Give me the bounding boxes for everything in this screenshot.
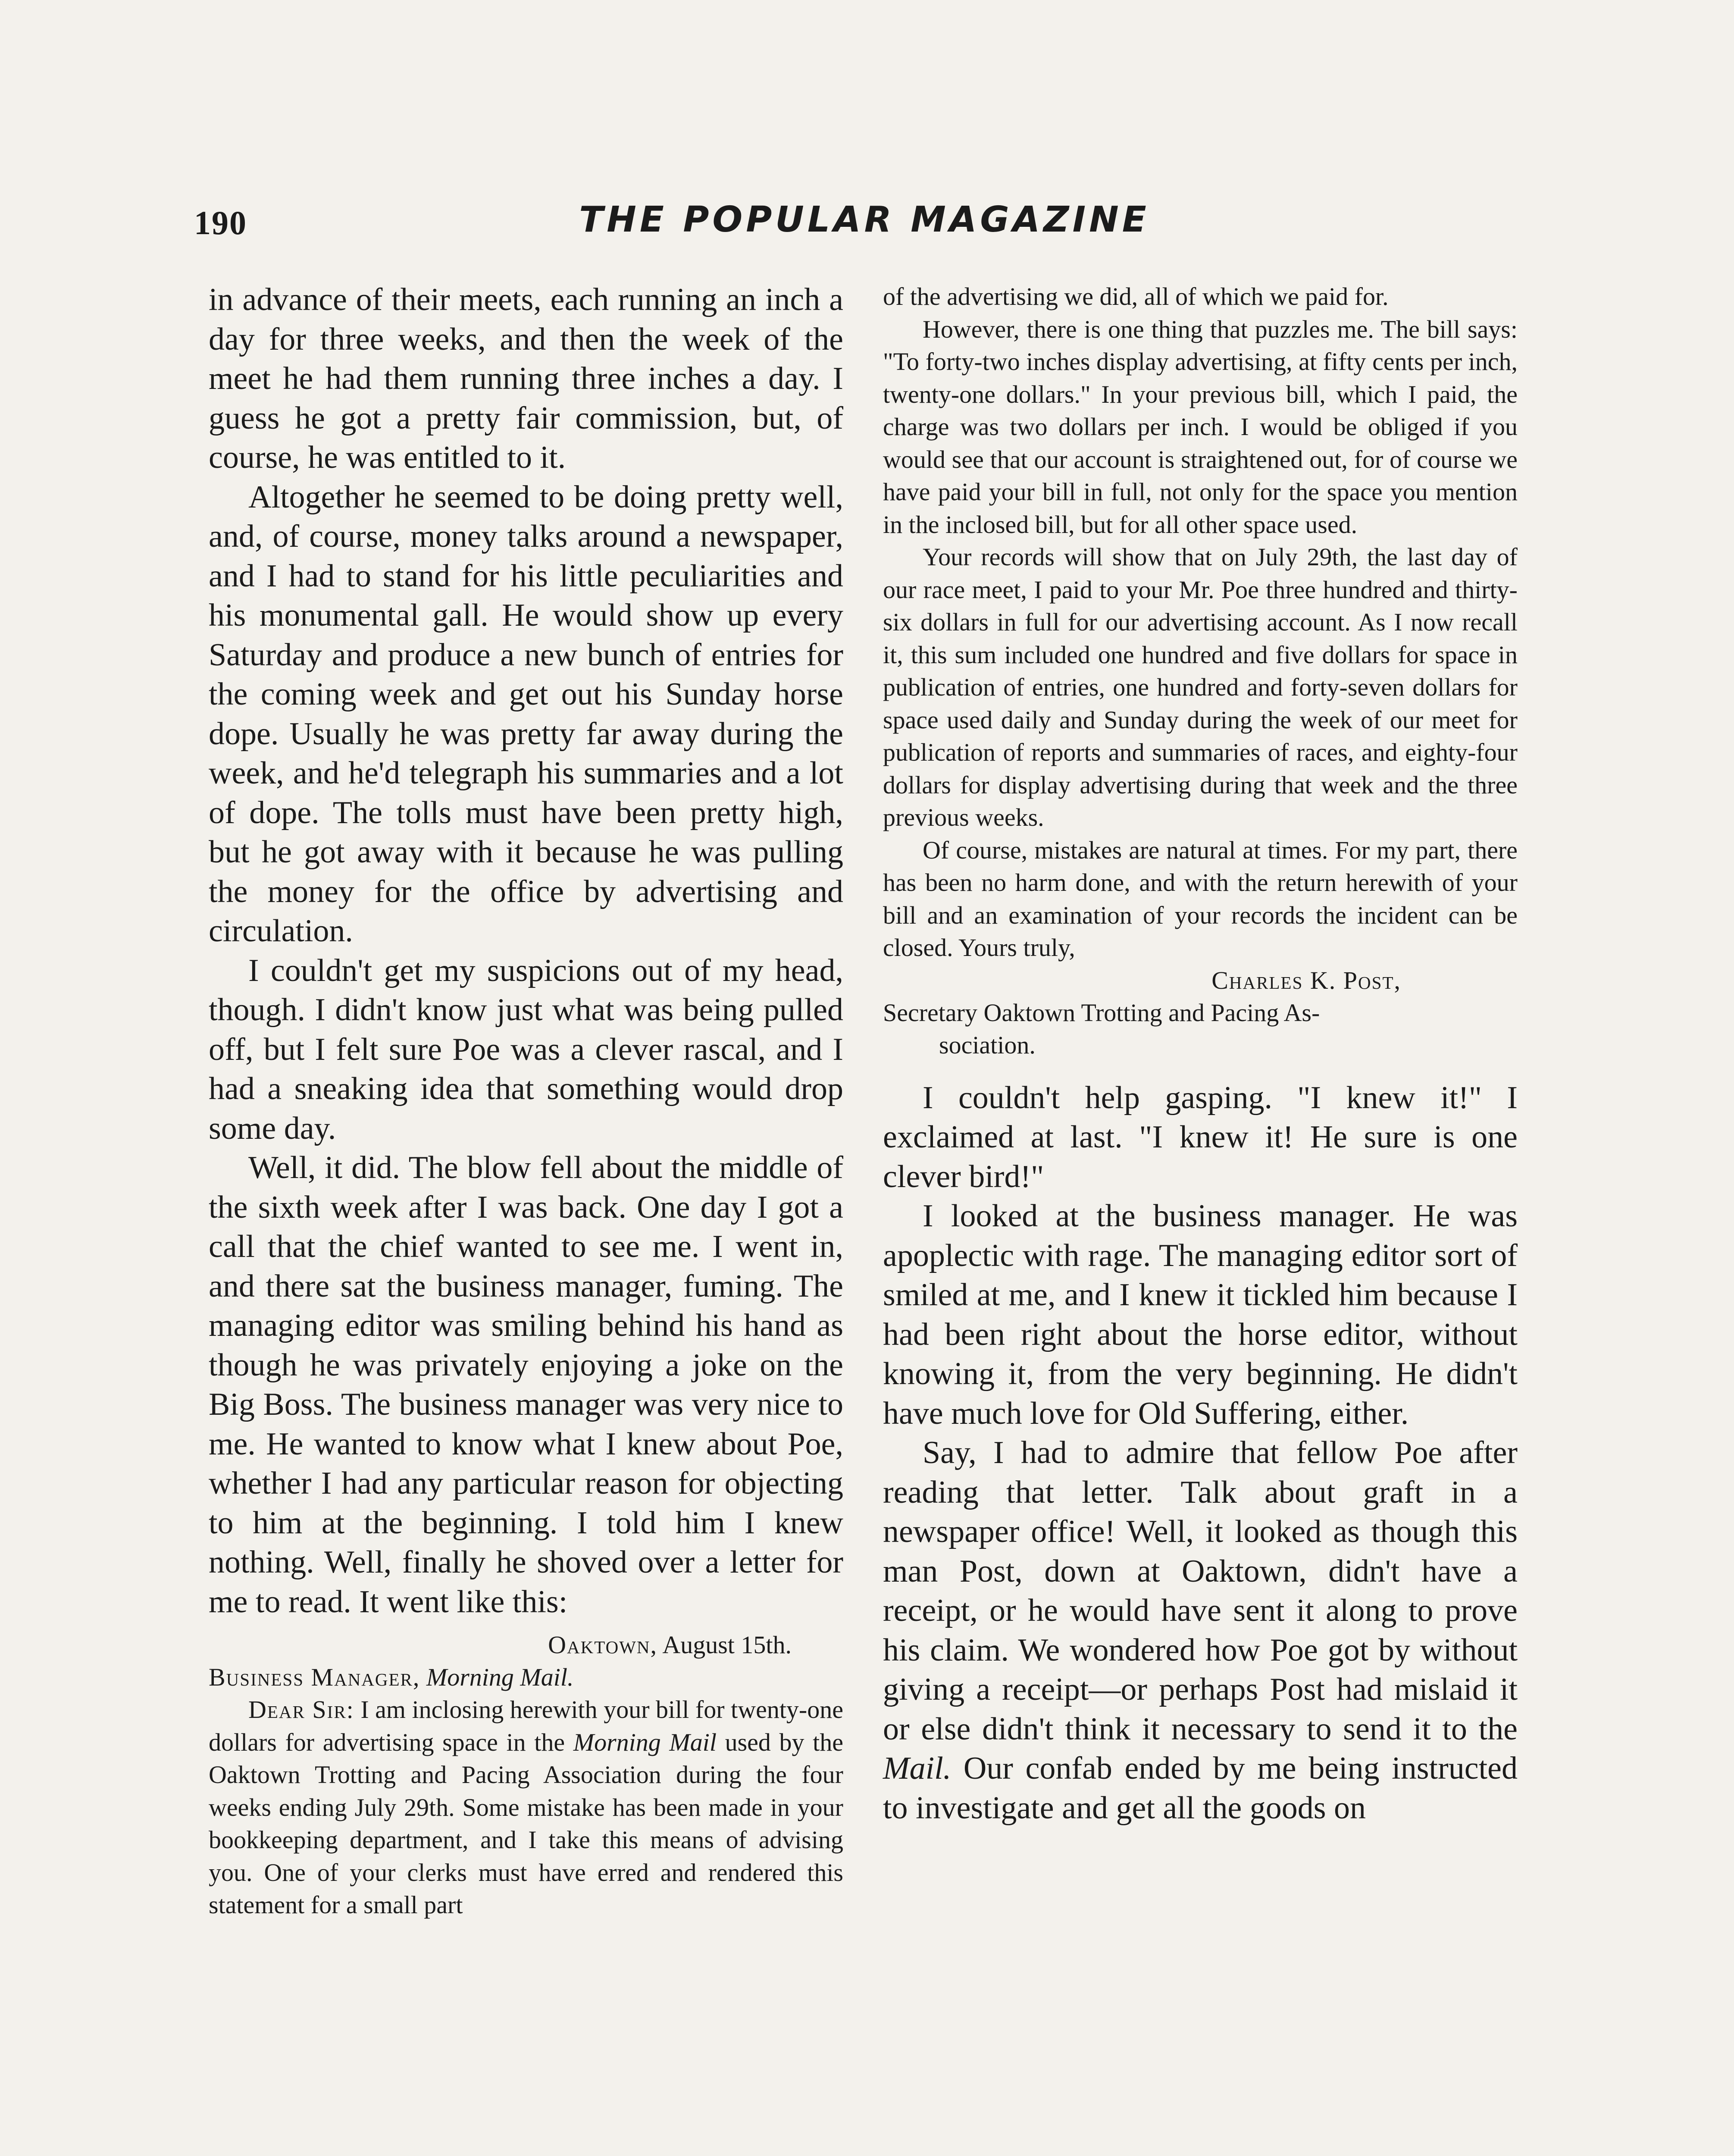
letter-dateline: Oaktown, August 15th. <box>548 1631 792 1659</box>
page-number: 190 <box>194 204 247 241</box>
paragraph: I looked at the business manager. He was apoplectic with rage. The managing editor sort of smiled at me, and I knew it tickled him because I had been right about the horse editor, without knowing it, from the very beginning. He didn't have much love for Old Suffering, either. <box>883 1198 1518 1431</box>
letter-continued <box>883 280 1518 1061</box>
letter-paragraph: However, there is one thing that puzzles me. The bill says: "To forty-two inches display advertising, at fifty cents per inch, twenty-one dollars." In your previous bill, which I paid, the charge was two dollars per inch. I would be obliged if you would see that our account is straightened out, for of course we have paid your bill in full, not only for the space you mention in the inclosed bill, but for all other space used. <box>883 315 1518 539</box>
paragraph: Well, it did. The blow fell about the middle of the sixth week after I was back. One day I got a call that the chief wanted to see me. I went in, and there sat the business manager, fuming. The managing editor was smiling behind his hand as though he was privately enjoying a joke on the Big Boss. The business manager was very nice to me. He wanted to know what I knew about Poe, whether I had any particular reason for objecting to him at the beginning. I told him I knew nothing. Well, finally he shoved over a letter for me to read. It went like this: <box>209 1150 843 1620</box>
page-header <box>190 195 1539 273</box>
right-column <box>883 280 1518 1828</box>
signature-title: Secretary Oaktown Trotting and Pacing As- <box>883 998 1320 1027</box>
paragraph: I couldn't get my suspicions out of my head, though. I didn't know just what was being pulled off, but I felt sure Poe was a clever rascal, and I had a sneaking idea that something would drop some day. <box>209 953 843 1146</box>
running-title: THE POPULAR MAGAZINE <box>579 199 1150 240</box>
letter-paragraph: Of course, mistakes are natural at times. For my part, there has been no harm done, and with the return herewith of your bill and an examination of your records the incident can be closed. Yours truly, <box>883 836 1518 962</box>
signature-title-cont: sociation. <box>939 1031 1036 1059</box>
letter-paragraph: Dear Sir: I am inclosing herewith your bill for twenty-one dollars for advertising space in the Morning Mail used by the Oaktown Trotting and Pacing Association during the four weeks ending July 29th. Some mistake has been made in your bookkeeping department, and I take this means of advising you. One of your clerks must have erred and rendered this statement for a small part <box>209 1695 844 1919</box>
letter-paragraph: of the advertising we did, all of which we paid for. <box>883 282 1389 310</box>
letter <box>209 1629 843 1921</box>
paragraph: in advance of their meets, each running an inch a day for three weeks, and then the week of the meet he had them running three inches a day. I guess he got a pretty fair commission, but, of course, he was entitled to it. <box>209 282 843 475</box>
paragraph: I couldn't help gasping. "I knew it!" I exclaimed at last. "I knew it! He sure is one clever bird!" <box>883 1080 1518 1194</box>
left-column <box>209 280 843 1921</box>
letter-addressee: Business Manager, Morning Mail. <box>209 1663 574 1691</box>
letter-paragraph: Your records will show that on July 29th, the last day of our race meet, I paid to your Mr. Poe three hundred and thirty-six dollars in full for our advertising account. As I now recall it, this sum included one hundred and five dollars for space in publication of entries, one hundred and forty-seven dollars for space used daily and Sunday during the week of our meet for publication of reports and summaries of races, and eighty-four dollars for display advertising during that week and the three previous weeks. <box>883 543 1518 831</box>
paragraph: Altogether he seemed to be doing pretty well, and, of course, money talks around a newspaper, and I had to stand for his little peculiarities and his monumental gall. He would show up every Saturday and produce a new bunch of entries for the coming week and get out his Sunday horse dope. Usually he was pretty far away during the week, and he'd telegraph his summaries and a lot of dope. The tolls must have been pretty high, but he got away with it because he was pulling the money for the office by advertising and circulation. <box>209 479 843 949</box>
paragraph: Say, I had to admire that fellow Poe after reading that letter. Talk about graft in a newspaper office! Well, it looked as though this man Post, down at Oaktown, didn't have a receipt, or he would have sent it along to prove his claim. We wondered how Poe got by without giving a receipt—or perhaps Post had mislaid it or else didn't think it necessary to send it to the Mail. Our confab ended by me being instructed to investigate and get all the goods on <box>883 1435 1518 1826</box>
letter-signature: Charles K. Post, <box>1211 966 1401 994</box>
